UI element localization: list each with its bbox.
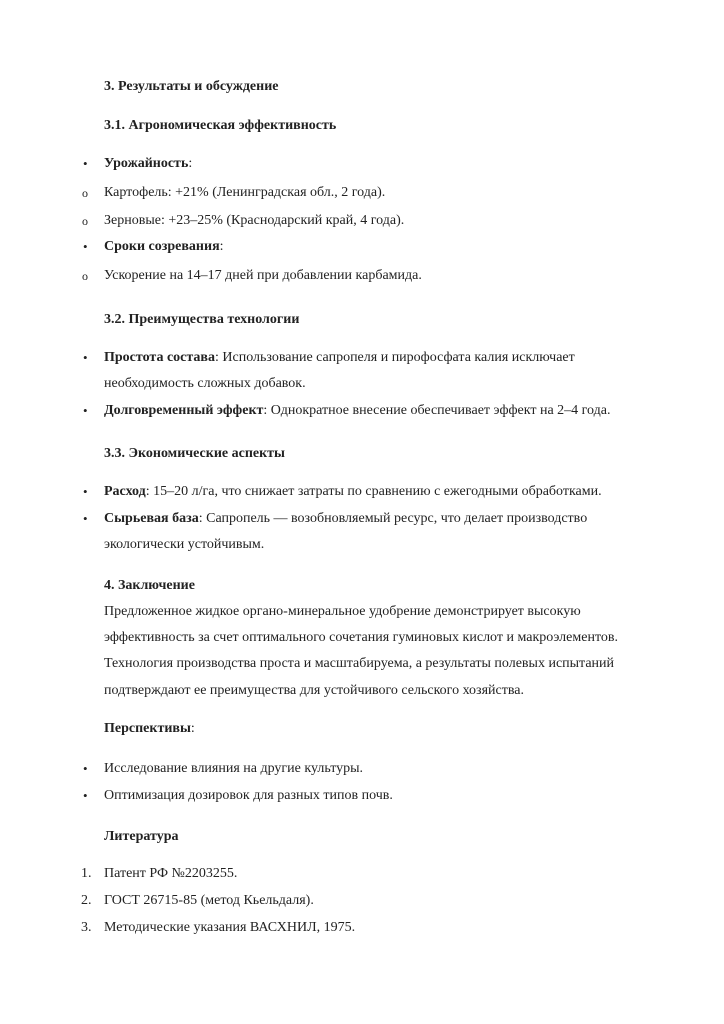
rate-text: : 15–20 л/га, что снижает затраты по сравнению с ежегодными обработками. — [145, 484, 602, 499]
circle-marker: o — [82, 269, 88, 283]
acceleration-item: Ускорение на 14–17 дней при добавлении карбамида. — [104, 268, 422, 283]
ripening-item — [104, 239, 224, 255]
list-number: 3. — [81, 920, 92, 935]
rate-label: Расход — [104, 484, 146, 499]
literature-item: Патент РФ №2203255. — [104, 866, 238, 881]
grain-item: Зерновые: +23–25% (Краснодарский край, 4 года). — [104, 213, 405, 228]
simplicity-label: Простота состава — [104, 350, 215, 365]
simplicity-continuation: необходимость сложных добавок. — [104, 376, 306, 391]
section-3-2-heading: 3.2. Преимущества технологии — [104, 312, 300, 327]
raw-item — [104, 511, 587, 527]
raw-label: Сырьевая база — [104, 511, 199, 526]
yield-colon: : — [188, 156, 193, 171]
prospects-heading — [104, 721, 195, 737]
raw-text: : Сапропель — возобновляемый ресурс, что делает производство — [198, 511, 588, 526]
bullet-marker: • — [83, 403, 88, 418]
literature-heading: Литература — [104, 829, 179, 844]
bullet-marker: • — [83, 156, 88, 171]
bullet-marker: • — [83, 511, 88, 526]
bullet-marker: • — [83, 788, 88, 803]
section-4-heading: 4. Заключение — [104, 578, 195, 593]
prospects-label: Перспективы — [104, 721, 191, 736]
literature-item: ГОСТ 26715-85 (метод Кьельдаля). — [104, 893, 314, 908]
bullet-marker: • — [83, 239, 88, 254]
potato-item: Картофель: +21% (Ленинградская обл., 2 года). — [104, 185, 386, 200]
bullet-marker: • — [83, 484, 88, 499]
section-3-1-heading: 3.1. Агрономическая эффективность — [104, 118, 337, 133]
longterm-text: : Однократное внесение обеспечивает эффект на 2–4 года. — [263, 403, 611, 418]
conclusion-line: эффективность за счет оптимального сочетания гуминовых кислот и макроэлементов. — [104, 630, 618, 645]
bullet-marker: • — [83, 350, 88, 365]
section-3-heading: 3. Результаты и обсуждение — [104, 79, 279, 94]
simplicity-text: : Использование сапропеля и пирофосфата калия исключает — [214, 350, 575, 365]
bullet-marker: • — [83, 761, 88, 776]
section-3-3-heading: 3.3. Экономические аспекты — [104, 446, 285, 461]
simplicity-item — [104, 350, 575, 366]
longterm-item — [104, 403, 611, 419]
ripening-label: Сроки созревания — [104, 239, 220, 254]
conclusion-line: Технология производства проста и масштабируема, а результаты полевых испытаний — [104, 656, 615, 671]
raw-continuation: экологически устойчивым. — [104, 537, 265, 552]
list-number: 2. — [81, 893, 92, 908]
circle-marker: o — [82, 186, 88, 200]
list-number: 1. — [81, 866, 92, 881]
literature-item: Методические указания ВАСХНИЛ, 1975. — [104, 920, 356, 935]
rate-item — [104, 484, 602, 500]
yield-label: Урожайность — [104, 156, 189, 171]
conclusion-line: подтверждают ее преимущества для устойчивого сельского хозяйства. — [104, 683, 524, 698]
conclusion-line: Предложенное жидкое органо-минеральное удобрение демонстрирует высокую — [104, 604, 581, 619]
longterm-label: Долговременный эффект — [104, 403, 264, 418]
prospect-item: Оптимизация дозировок для разных типов почв. — [104, 788, 393, 803]
ripening-colon: : — [219, 239, 224, 254]
prospect-item: Исследование влияния на другие культуры. — [104, 761, 364, 776]
prospects-colon: : — [190, 721, 195, 736]
yield-item — [104, 156, 192, 172]
circle-marker: o — [82, 214, 88, 228]
